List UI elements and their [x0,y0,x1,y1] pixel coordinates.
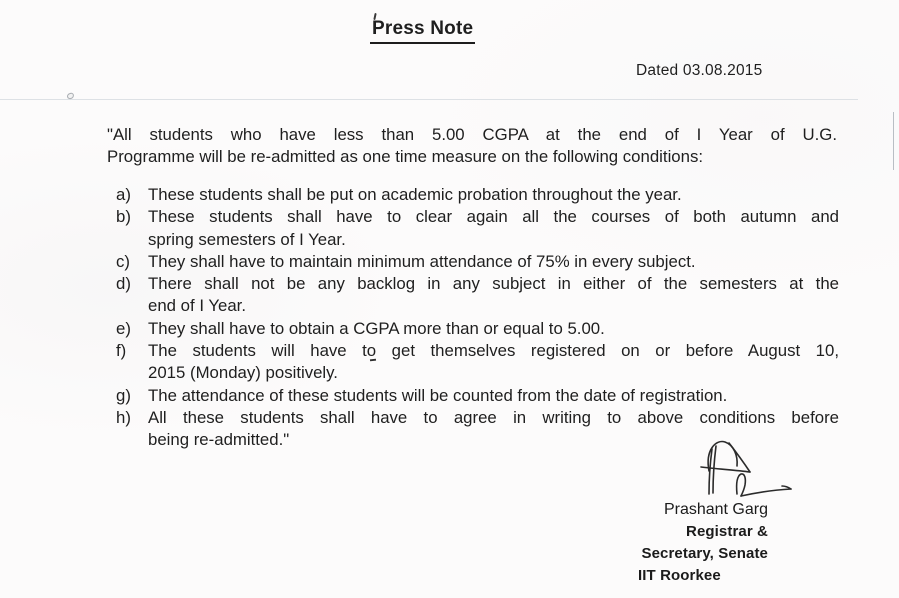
condition-text-line: All these students shall have to agree in writing to above conditions before [148,407,839,427]
condition-item-a [107,184,839,206]
date-line: Dated 03.08.2015 [636,62,763,79]
signatory-organization: IIT Roorkee [638,567,721,584]
condition-text-line: being re-admitted." [148,430,290,450]
scan-artifact-horizontal-line [0,99,858,100]
condition-marker: b) [116,207,131,227]
signatory-name: Prashant Garg [663,501,768,518]
scan-artifact-right-edge-line [893,112,894,170]
handwritten-signature-icon [692,436,802,502]
condition-marker: e) [116,318,131,338]
intro-line-1: "All students who have less than 5.00 CGPA at the end of I Year of U.G. [107,125,837,144]
condition-text-line: These students shall have to clear again all the courses of both autumn and [148,207,839,227]
condition-text-line: These students shall be put on academic probation throughout the year. [148,185,682,204]
condition-marker: c) [116,251,130,271]
condition-marker: f) [116,341,127,361]
condition-marker: a) [116,185,131,204]
condition-text-line: spring semesters of I Year. [148,229,346,249]
condition-item-e [107,318,839,340]
condition-text-line: They shall have to maintain minimum attendance of 75% in every subject. [148,251,696,271]
condition-text-line: 2015 (Monday) positively. [148,363,338,383]
conditions-list [107,184,839,452]
signatory-role-secretary: Secretary, Senate [641,545,768,562]
condition-text-line: end of I Year. [148,296,246,316]
condition-item-c [107,251,839,273]
condition-marker: g) [116,385,131,405]
condition-item-b [107,206,839,251]
condition-marker: d) [116,274,131,294]
condition-item-d [107,273,839,318]
signature-block [638,499,768,587]
condition-text-line: They shall have to obtain a CGPA more than or equal to 5.00. [148,318,605,338]
intro-paragraph [107,124,837,169]
condition-text-line: There shall not be any backlog in any subject in either of the semesters at the [148,274,839,294]
condition-item-g [107,385,839,407]
condition-item-f [107,340,839,385]
condition-text-line: The students will have to get themselves registered on or before August 10, [148,341,839,361]
intro-line-2: Programme will be re-admitted as one time measure on the following conditions: [107,147,704,167]
signatory-role-registrar: Registrar & [686,523,768,540]
condition-marker: h) [116,407,131,427]
document-title: Press Note [370,18,475,44]
condition-text-line: The attendance of these students will be counted from the date of registration. [148,385,728,405]
